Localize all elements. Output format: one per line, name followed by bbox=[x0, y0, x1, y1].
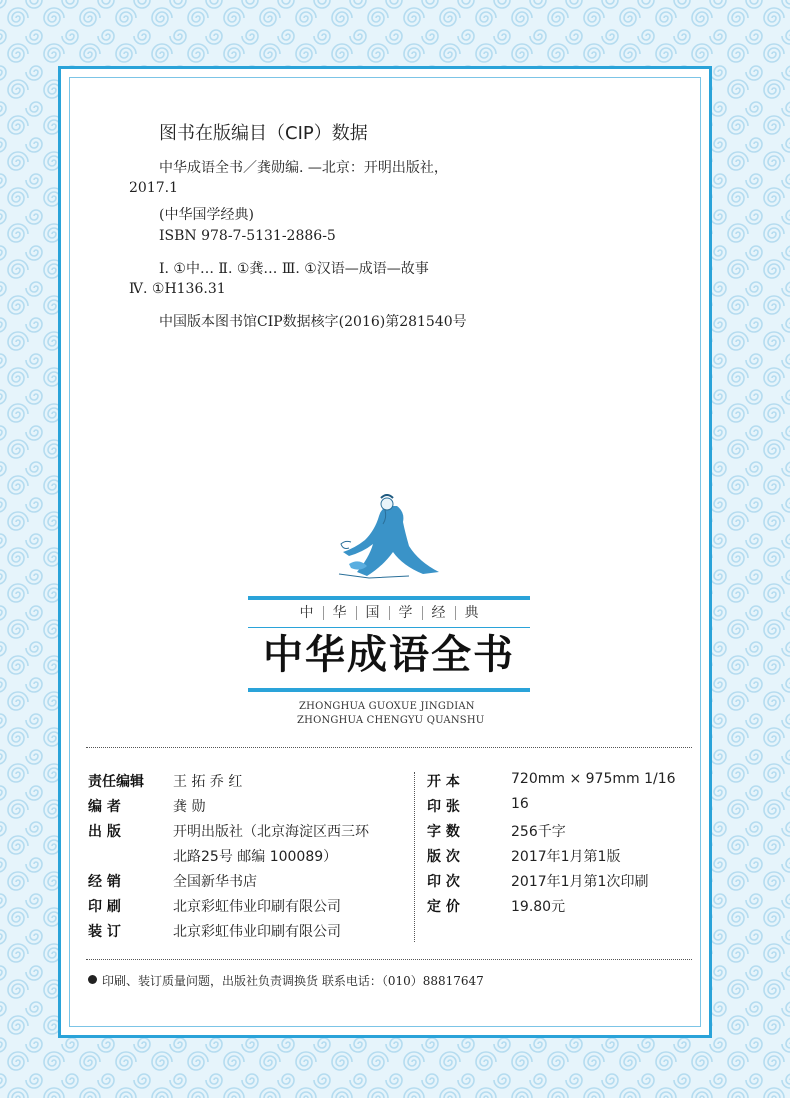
credit-label: 印 刷 bbox=[88, 899, 121, 915]
spec-value: 256千字 bbox=[511, 824, 566, 840]
cip-line-7: 中国版本图书馆CIP数据核字(2016)第281540号 bbox=[159, 314, 467, 330]
series-pinyin: ZHONGHUA GUOXUE JINGDIAN bbox=[299, 701, 475, 712]
spec-value: 2017年1月第1次印刷 bbox=[511, 874, 649, 890]
cip-line-4: ISBN 978-7-5131-2886-5 bbox=[159, 228, 336, 244]
spec-label: 开 本 bbox=[427, 774, 460, 790]
cip-line-5: Ⅰ. ①中… Ⅱ. ①龚… Ⅲ. ①汉语—成语—故事 bbox=[159, 261, 429, 277]
spec-label: 定 价 bbox=[427, 899, 460, 915]
credit-label: 责任编辑 bbox=[88, 774, 144, 790]
credits-vertical-divider bbox=[414, 772, 415, 942]
cip-line-2: 2017.1 bbox=[129, 180, 178, 196]
series-char: 典 bbox=[455, 606, 488, 620]
cip-line-3: (中华国学经典) bbox=[159, 207, 254, 223]
title-rule-bottom bbox=[248, 688, 530, 692]
title-rule-top bbox=[248, 596, 530, 600]
footer-text: 印刷、装订质量问题，出版社负责调换货 联系电话：（010）88817647 bbox=[102, 974, 484, 988]
credit-value: 北京彩虹伟业印刷有限公司 bbox=[173, 924, 341, 940]
credit-value: 北京彩虹伟业印刷有限公司 bbox=[173, 899, 341, 915]
credit-value: 北路25号 邮编 100089） bbox=[173, 849, 338, 865]
spec-label: 字 数 bbox=[427, 824, 460, 840]
credit-label: 装 订 bbox=[88, 924, 121, 940]
series-char: 中 bbox=[299, 605, 314, 621]
series-name bbox=[248, 606, 530, 620]
cip-heading: 图书在版编目（CIP）数据 bbox=[159, 123, 368, 144]
series-char: 国 bbox=[356, 606, 389, 620]
credit-label: 经 销 bbox=[88, 874, 121, 890]
credit-label: 出 版 bbox=[88, 824, 121, 840]
spec-label: 版 次 bbox=[427, 849, 460, 865]
series-char: 华 bbox=[323, 606, 356, 620]
series-title-box bbox=[248, 596, 530, 692]
spec-value: 2017年1月第1版 bbox=[511, 849, 621, 865]
credit-value: 王 拓 乔 红 bbox=[173, 774, 243, 790]
seated-scholar-illustration bbox=[329, 494, 449, 589]
bullet-icon bbox=[88, 975, 97, 984]
book-title: 中华成语全书 bbox=[263, 631, 515, 678]
credit-label: 编 者 bbox=[88, 799, 121, 815]
divider-bottom bbox=[86, 959, 692, 960]
cip-line-6: Ⅳ. ①H136.31 bbox=[129, 281, 226, 297]
cip-line-1: 中华成语全书／龚勋编. —北京：开明出版社， bbox=[159, 160, 448, 176]
title-rule-mid bbox=[248, 627, 530, 628]
spec-label: 印 次 bbox=[427, 874, 460, 890]
credit-value: 全国新华书店 bbox=[173, 874, 257, 890]
series-char: 学 bbox=[389, 606, 422, 620]
title-pinyin: ZHONGHUA CHENGYU QUANSHU bbox=[297, 715, 485, 726]
spec-value: 16 bbox=[511, 796, 529, 812]
credit-value: 开明出版社（北京海淀区西三环 bbox=[173, 824, 369, 840]
series-char: 经 bbox=[422, 606, 455, 620]
credit-value: 龚 勋 bbox=[173, 799, 206, 815]
divider-top bbox=[86, 747, 692, 748]
page-frame bbox=[58, 66, 712, 1038]
spec-value: 720mm × 975mm 1/16 bbox=[511, 771, 676, 787]
spec-label: 印 张 bbox=[427, 799, 460, 815]
spec-value: 19.80元 bbox=[511, 899, 566, 915]
footer-note bbox=[88, 972, 484, 989]
